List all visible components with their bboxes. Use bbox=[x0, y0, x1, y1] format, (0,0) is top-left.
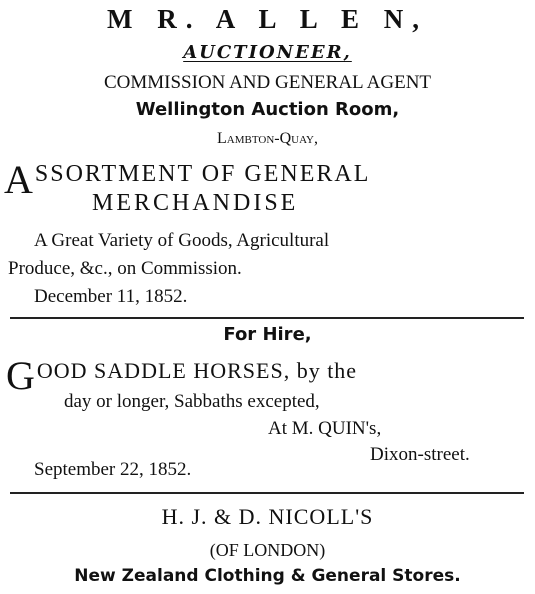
headline-line-1: SSORTMENT OF GENERAL bbox=[34, 161, 371, 187]
headline-line-2: MERCHANDISE bbox=[92, 190, 299, 216]
divider bbox=[10, 492, 524, 494]
advertiser-name: H. J. & D. NICOLL'S bbox=[161, 504, 374, 529]
advertiser-name: M R. A L L E N, bbox=[106, 4, 429, 34]
body-line-1: A Great Variety of Goods, Agricultural bbox=[34, 230, 330, 251]
advertiser-origin: (OF LONDON) bbox=[209, 540, 326, 560]
drop-cap: G bbox=[6, 353, 35, 398]
advertiser-location: Wellington Auction Room, bbox=[135, 99, 400, 120]
headline-line: OOD SADDLE HORSES, by the bbox=[36, 358, 358, 383]
body-line-2: At M. QUIN's, bbox=[268, 418, 382, 439]
body-line-2: Produce, &c., on Commission. bbox=[8, 258, 242, 279]
advertiser-street: Lambton-Quay, bbox=[217, 130, 318, 147]
advertiser-business: New Zealand Clothing & General Stores. bbox=[74, 566, 461, 586]
advertiser-title: AUCTIONEER, bbox=[183, 42, 352, 63]
headline-horses bbox=[6, 353, 358, 398]
body-line-1: day or longer, Sabbaths excepted, bbox=[64, 391, 320, 412]
ad-date: December 11, 1852. bbox=[34, 286, 188, 307]
ad-heading: For Hire, bbox=[223, 324, 312, 345]
divider bbox=[10, 317, 524, 319]
body-line-3: Dixon-street. bbox=[370, 444, 470, 465]
drop-cap: A bbox=[4, 157, 33, 202]
advertiser-role: COMMISSION AND GENERAL AGENT bbox=[103, 72, 432, 93]
ad-date: September 22, 1852. bbox=[34, 459, 192, 480]
